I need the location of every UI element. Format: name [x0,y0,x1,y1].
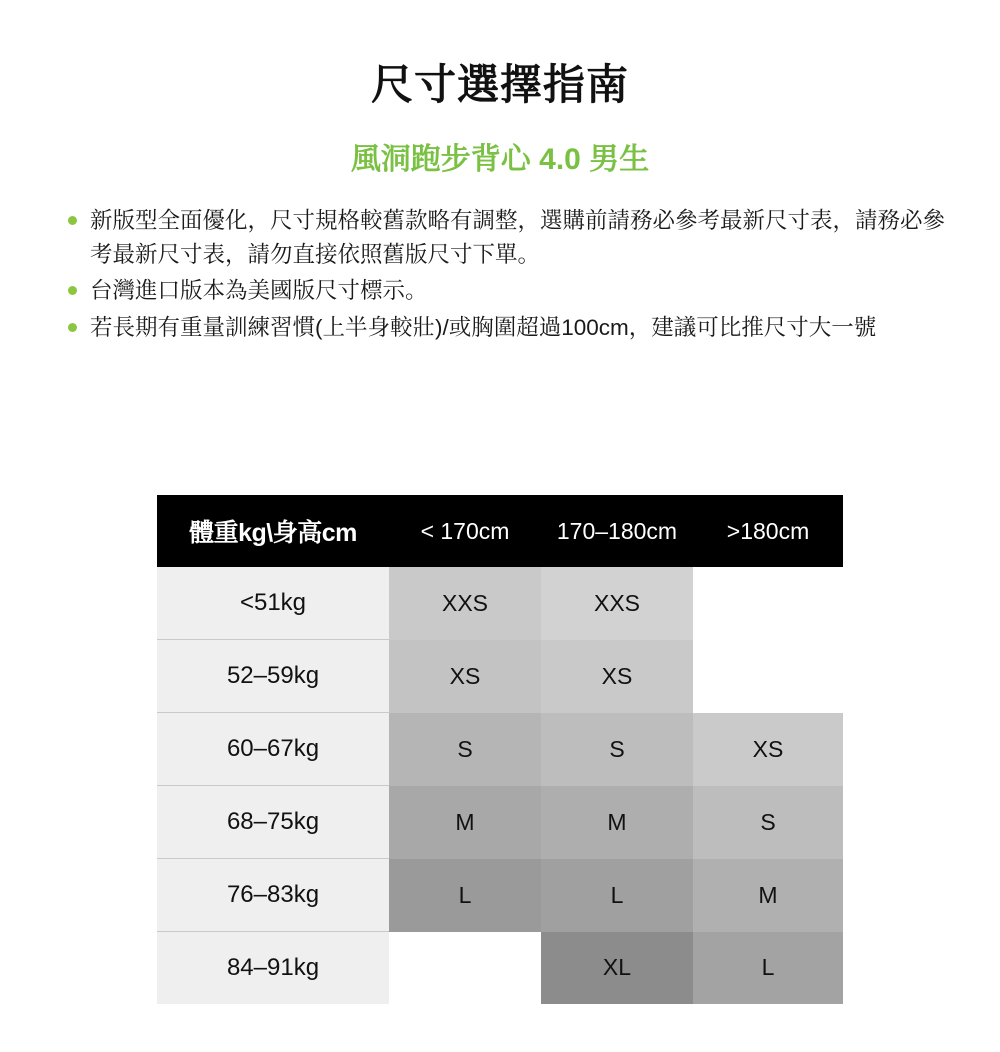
column-header-weight-height: 體重kg\身高cm [157,495,389,567]
size-cell: M [541,786,693,859]
size-cell: L [389,859,541,932]
table-row [157,859,843,932]
bullet-icon [68,286,77,295]
list-item [68,311,958,345]
size-cell: S [693,786,843,859]
page-title: 尺寸選擇指南 [370,61,629,108]
row-label: <51kg [157,567,389,640]
column-header-170-180: 170–180cm [541,495,693,567]
table-row [157,713,843,786]
size-cell: L [541,859,693,932]
size-cell: M [389,786,541,859]
column-header-under-170: < 170cm [389,495,541,567]
size-cell: XS [693,713,843,786]
table-row [157,932,843,1005]
bullet-icon [68,323,77,332]
size-cell: XXS [389,567,541,640]
note-text: 新版型全面優化，尺寸規格較舊款略有調整，選購前請務必參考最新尺寸表，請務必參考最新尺寸表，請勿直接依照舊版尺寸下單。 [90,208,946,268]
size-cell: L [693,932,843,1005]
size-cell [389,932,541,1005]
note-text: 台灣進口版本為美國版尺寸標示。 [90,278,428,304]
size-cell: XS [389,640,541,713]
size-cell: XXS [541,567,693,640]
size-cell [693,640,843,713]
size-cell: S [541,713,693,786]
table-row [157,640,843,713]
size-guide-page [0,52,1000,1052]
row-label: 76–83kg [157,859,389,932]
note-text: 若長期有重量訓練習慣(上半身較壯)/或胸圍超過100cm，建議可比推尺寸大一號 [90,314,877,340]
table-body [157,567,843,1004]
notes-list [0,204,1000,345]
size-cell: S [389,713,541,786]
size-cell [693,567,843,640]
table-header-row [157,495,843,567]
row-label: 52–59kg [157,640,389,713]
size-cell: M [693,859,843,932]
list-item [68,204,958,272]
size-table-container [157,495,843,1004]
table-row [157,786,843,859]
row-label: 68–75kg [157,786,389,859]
bullet-icon [68,216,77,225]
list-item [68,274,958,308]
size-cell: XL [541,932,693,1005]
size-cell: XS [541,640,693,713]
product-name: 風洞跑步背心 4.0 男生 [350,143,650,176]
row-label: 84–91kg [157,932,389,1005]
table-row [157,567,843,640]
size-table [157,495,843,1004]
table-header [157,495,843,567]
column-header-over-180: >180cm [693,495,843,567]
row-label: 60–67kg [157,713,389,786]
